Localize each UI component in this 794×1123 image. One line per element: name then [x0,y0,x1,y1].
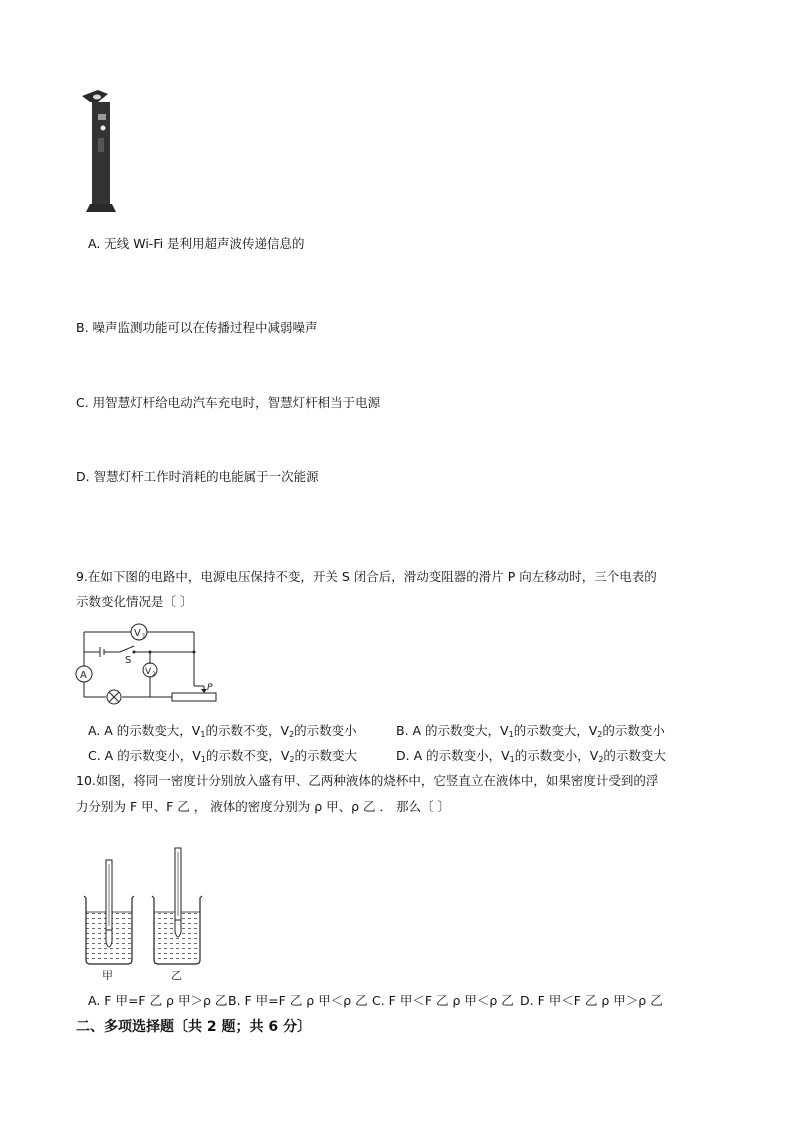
circuit-diagram [76,620,226,706]
q10-option-a: A. F 甲=F 乙 ρ 甲＞ρ 乙 [88,993,228,1008]
hydrometer-beakers-figure [80,846,210,986]
circuit-label-v1: V [134,628,141,639]
q8-option-b: B. 噪声监测功能可以在传播过程中减弱噪声 [76,320,318,335]
q9-stem-line2: 示数变化情况是〔 〕 [76,594,193,609]
smart-lamp-pole-image [76,88,126,214]
q10-stem-line1: 10.如图，将同一密度计分别放入盛有甲、乙两种液体的烧杯中，它竖直立在液体中，如果密度计受到的浮 [76,773,659,788]
q8-option-d: D. 智慧灯杆工作时消耗的电能属于一次能源 [76,469,319,484]
circuit-label-v2: V [145,667,152,677]
q9-option-d: D. A 的示数变小，$V_1$的示数变小，$V_2$的示数变大 [396,748,666,764]
q10-stem-line2: 力分别为 F 甲、F 乙 ， 液体的密度分别为 ρ 甲、ρ 乙 ． 那么〔 〕 [76,799,450,814]
beaker-label-yi: 乙 [171,969,182,982]
section-heading: 二、多项选择题〔共 2 题；共 6 分〕 [76,1019,311,1035]
q9-option-a: A. A 的示数变大，$V_1$的示数不变，$V_2$的示数变小 [88,723,357,739]
beaker-label-jia: 甲 [102,969,113,982]
q8-option-c: C. 用智慧灯杆给电动汽车充电时，智慧灯杆相当于电源 [76,395,381,410]
q9-stem-line1: 9.在如下图的电路中，电源电压保持不变，开关 S 闭合后，滑动变阻器的滑片 P 向左移动时，三个电表的 [76,569,657,584]
svg-text:2: 2 [152,671,156,678]
circuit-label-slider: P [207,683,213,693]
q9-option-b: B. A 的示数变大，$V_1$的示数变大，$V_2$的示数变小 [396,723,665,739]
circuit-label-ammeter: A [80,670,87,681]
svg-text:1: 1 [142,633,146,640]
q9-option-c: C. A 的示数变小，$V_1$的示数不变，$V_2$的示数变大 [88,748,358,764]
q10-option-c: C. F 甲＜F 乙 ρ 甲＜ρ 乙 [372,993,514,1008]
circuit-label-switch: S [125,655,132,666]
q8-option-a: A. 无线 Wi-Fi 是利用超声波传递信息的 [88,236,305,251]
q10-option-b: B. F 甲=F 乙 ρ 甲＜ρ 乙 [228,993,368,1008]
q10-option-d: D. F 甲＜F 乙 ρ 甲＞ρ 乙 [520,993,663,1008]
